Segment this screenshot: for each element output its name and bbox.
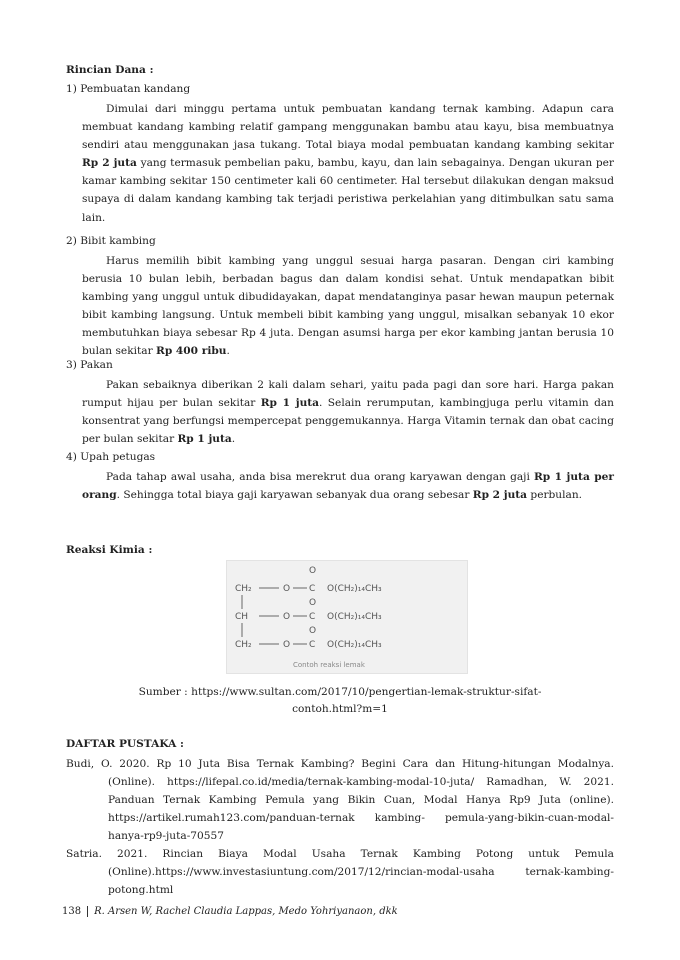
item-label-pakan: 3) Pakan — [66, 359, 113, 371]
svg-text:O: O — [309, 598, 317, 608]
bold-amount: Rp 2 juta — [82, 157, 137, 170]
source-line-1: Sumber : https://www.sultan.com/2017/10/pengertian-lemak-struktur-sifat- — [138, 686, 542, 698]
reaction-left-1: CH₂ — [235, 584, 252, 594]
reference-1 — [66, 755, 614, 845]
figure-caption: Contoh reaksi lemak — [293, 661, 365, 669]
reference-2 — [66, 845, 614, 899]
svg-text:O: O — [309, 626, 317, 636]
item-label-kandang: 1) Pembuatan kandang — [66, 83, 191, 95]
paragraph-text: . Sehingga total biaya gaji karyawan sebanyak dua orang sebesar — [116, 489, 473, 502]
reaction-right-1: O(CH₂)₁₄CH₃ — [327, 584, 382, 594]
svg-text:C: C — [309, 584, 316, 594]
svg-text:C: C — [309, 640, 316, 650]
page-number: 138 — [62, 906, 88, 917]
paragraph-text: Harus memilih bibit kambing yang unggul sesuai harga pasaran. Dengan ciri kambing berusia 10 bulan lebih, berbadan bagus dan dalam kondisi sehat. Untuk mendapatkan bibit kambing yang unggul untuk dibudidayakan, dapat mendatanginya pasar hewan maupun peternak bibit kambing langsung. Untuk membeli bibit kambing yang unggul, misalkan sebanyak 10 ekor membutuhkan biaya sebesar Rp 4 juta. Dengan asumsi harga per ekor kambing jantan berusia 10 bulan sekitar — [82, 255, 614, 358]
pustaka-heading: DAFTAR PUSTAKA : — [66, 738, 184, 750]
para-pakan — [82, 376, 614, 448]
item-label-bibit: 2) Bibit kambing — [66, 235, 156, 247]
figure-source — [90, 684, 590, 718]
svg-text:O: O — [283, 584, 291, 594]
page-footer — [62, 906, 398, 917]
paragraph-text: . — [226, 345, 230, 358]
para-bibit — [82, 252, 614, 361]
para-upah — [82, 468, 614, 504]
bold-amount: Rp 1 juta — [260, 397, 320, 410]
reaction-left-2: CH — [235, 612, 249, 622]
bold-amount: Rp 1 juta per orang — [82, 471, 614, 502]
reaction-right-2: O(CH₂)₁₄CH₃ — [327, 612, 382, 622]
para-upah-text — [82, 468, 614, 504]
reaction-figure — [226, 560, 468, 674]
bold-amount: Rp 400 ribu — [156, 345, 227, 358]
reaction-right-3: O(CH₂)₁₄CH₃ — [327, 640, 382, 650]
svg-text:C: C — [309, 612, 316, 622]
reaksi-heading: Reaksi Kimia : — [66, 544, 153, 556]
svg-text:O: O — [309, 566, 317, 576]
bold-amount: Rp 1 juta — [177, 433, 232, 446]
svg-text:O: O — [283, 612, 291, 622]
reference-2-text: Satria. 2021. Rincian Biaya Modal Usaha Ternak Kambing Potong untuk Pemula (Online).https://www.investasiuntung.com/2017/12/rincian-modal-usaha ternak-kambing-potong.html — [66, 848, 614, 897]
paragraph-text: . Selain rerumputan, kambingjuga perlu vitamin dan konsentrat yang berfungsi mempercepat penggemukannya. Harga Vitamin ternak dan obat cacing per bulan sekitar — [82, 397, 614, 446]
source-line-2: contoh.html?m=1 — [292, 703, 388, 715]
reaction-left-3: CH₂ — [235, 640, 252, 650]
para-bibit-text — [82, 252, 614, 361]
paragraph-text: . — [231, 433, 236, 446]
para-kandang-text — [82, 100, 614, 227]
para-pakan-text — [82, 376, 614, 448]
reference-1-text: Budi, O. 2020. Rp 10 Juta Bisa Ternak Kambing? Begini Cara dan Hitung-hitungan Modalnya. (Online). https://lifepal.co.id/media/ternak-kambing-modal-10-juta/ Ramadhan, W. 2021. Panduan Ternak Kambing Pemula yang Bikin Cuan, Modal Hanya Rp9 Juta (online). https://artikel.rumah123.com/panduan-ternak kambing- pemula-yang-bikin-cuan-modal-hanya-rp9-juta-70557 — [66, 758, 614, 843]
svg-text:O: O — [283, 640, 291, 650]
rincian-heading: Rincian Dana : — [66, 64, 154, 76]
paragraph-text: yang termasuk pembelian paku, bambu, kayu, dan lain sebagainya. Dengan ukuran per kamar kambing sekitar 150 centimeter kali 60 centimeter. Hal tersebut dilakukan dengan maksud supaya di dalam kandang kambing tak terjadi peristiwa perkelahian yang ditimbulkan satu sama lain. — [82, 157, 614, 224]
paragraph-text: perbulan. — [527, 489, 583, 502]
para-kandang — [82, 100, 614, 227]
paragraph-text: Dimulai dari minggu pertama untuk pembuatan kandang ternak kambing. Adapun cara membuat kandang kambing relatif gampang menggunakan bambu atau kayu, bisa membuatnya sendiri atau menggunakan jasa tukang. Total biaya modal pembuatan kandang kambing sekitar — [82, 103, 614, 152]
item-label-upah: 4) Upah petugas — [66, 451, 156, 463]
footer-authors: R. Arsen W, Rachel Claudia Lappas, Medo Yohriyanaon, dkk — [94, 906, 398, 917]
reaction-diagram — [227, 561, 467, 673]
paragraph-text: Pada tahap awal usaha, anda bisa merekrut dua orang karyawan dengan gaji — [106, 471, 534, 483]
paragraph-text: Pakan sebaiknya diberikan 2 kali dalam sehari, yaitu pada pagi dan sore hari. Harga pakan rumput hijau per bulan sekitar — [82, 379, 614, 410]
bold-amount: Rp 2 juta — [472, 489, 528, 502]
